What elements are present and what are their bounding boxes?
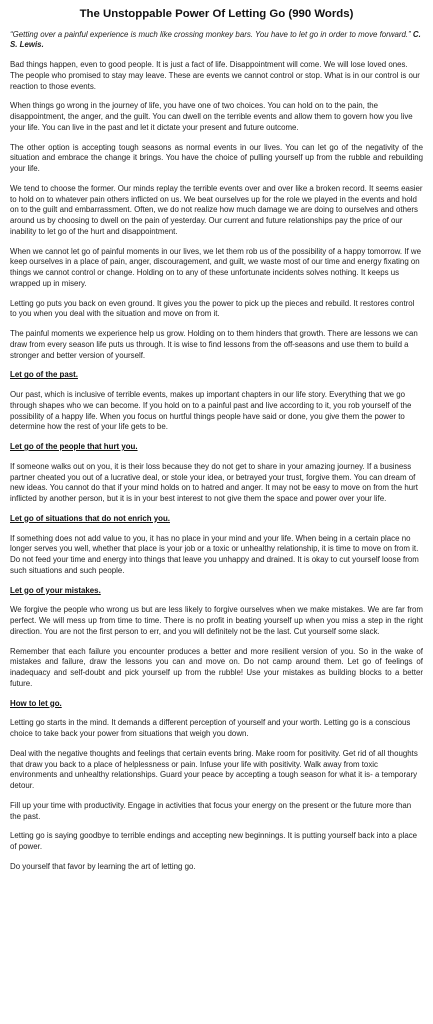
section-heading: Let go of situations that do not enrich you.	[10, 513, 170, 523]
section-paragraph: If something does not add value to you, it has no place in your mind and your life. When being in a certain place no longer serves you well, whether that place is your job or a toxic or unhealthy relationship, it is time to move on from it. Do not feed your time and energy into things that leave you unhappy and drained. It is okay to cut yourself loose from such situations and such people.	[10, 533, 419, 575]
section-heading: Let go of the people that hurt you.	[10, 442, 138, 451]
section-paragraph: Do yourself that favor by learning the art of letting go.	[10, 861, 196, 871]
section-paragraph: Our past, which is inclusive of terrible events, makes up important chapters in our life story. Everything that we go through shapes who we can become. If you hold on to a painful past and live according to it, you rob yourself of the possibility of a happy life. When you focus on hurtful things people have said or done, you give them the power to determine how the rest of your life gets to be.	[10, 390, 412, 432]
intro-paragraph: When we cannot let go of painful moments in our lives, we let them rob us of the possibility of a happy tomorrow. If we keep ourselves in a place of pain, anger, discouragement, and guilt, we waste most of our time and energy fixating on things we cannot control or change. Holding on to any of these unfortunate incidents solves nothing. It keeps us wrapped up in misery.	[10, 246, 421, 288]
section-paragraph: We forgive the people who wrong us but are less likely to forgive ourselves when we make mistakes. We are far from perfect. We will mess up from time to time. There is no profit in beating yourself up when you miss a step in the right direction. You are not the first person to err, and you will definitely not be the last. Cut yourself some slack.	[10, 605, 423, 636]
section-paragraph: Fill up your time with productivity. Engage in activities that focus your energy on the present or the future more than the past.	[10, 800, 412, 821]
section-paragraph: Letting go is saying goodbye to terrible endings and accepting new beginnings. It is putting yourself back into a place of power.	[10, 831, 418, 851]
section-paragraph: If someone walks out on you, it is their loss because they do not get to share in your amazing journey. If a business partner cheated you out of a lucrative deal, or stole your idea, or betrayed your trust, forgive them. You can dream of new ideas. You cannot do that if your mind holds on to hatred and anger. It may not be easy to move on from the hurt inflicted by another person, but it is in your best interest to not give them the space and power over your life.	[10, 461, 418, 503]
intro-paragraph: When things go wrong in the journey of life, you have one of two choices. You can hold on to the pain, the disappointment, the anger, and the guilt. You can dwell on the terrible events and allow them to govern how you live your life. You can live in the past and let it dictate your present and future outcome.	[10, 101, 413, 132]
section-heading: Let go of the past.	[10, 370, 78, 380]
section-paragraph: Remember that each failure you encounter produces a better and more resilient version of you. So in the wake of mistakes and failure, draw the lessons you can and move on. Do not camp around them. Let go of feelings of inadequacy and self-doubt and pick yourself up from the rubble! Use your mistakes as building blocks to a better future.	[10, 646, 423, 688]
section-paragraph: Deal with the negative thoughts and feelings that certain events bring. Make room for positivity. Get rid of all thoughts that draw you back to a place of helplessness or pain. Infuse your life with positivity. Walk away from toxic environments and unhealthy relationships. Guard your peace by accepting a tough season for what it is- a temporary detour.	[10, 748, 418, 790]
intro-paragraph: Bad things happen, even to good people. It is just a fact of life. Disappointment will come. We will lose loved ones. The people who promised to stay may leave. These are events we cannot control or stop. What is in our control is our reaction to those events.	[10, 60, 420, 91]
section-heading: Let go of your mistakes.	[10, 585, 101, 595]
quote-author: C. S. Lewis.	[10, 29, 421, 50]
opening-quote	[10, 30, 423, 52]
section-paragraph: Letting go starts in the mind. It demands a different perception of yourself and your worth. Letting go is a conscious choice to take back your power from situations that weigh you down.	[10, 718, 411, 738]
section-heading: How to let go.	[10, 698, 62, 708]
intro-paragraph: The other option is accepting tough seasons as normal events in our lives. You can let go of the negativity of the situation and embrace the change it brings. You have the choice of pulling yourself up from the rubble and rebuilding your life.	[10, 142, 423, 173]
intro-paragraph: We tend to choose the former. Our minds replay the terrible events over and over like a broken record. It seems easier to hold on to whatever pain others inflicted on us. We beat ourselves up for the role we played in the events and hold on to the guilt and embarrassment. Often, we do not realize how much damage we are doing to ourselves and others around us by choosing to dwell on the pain of yesterday. Our current and future relationships pay the price of our inability to let go of the hurt and disappointment.	[10, 183, 423, 236]
quote-text: “Getting over a painful experience is much like crossing monkey bars. You have to let go in order to move forward.”	[10, 29, 413, 39]
document-title: The Unstoppable Power Of Letting Go (990 Words)	[79, 8, 354, 20]
intro-paragraph: The painful moments we experience help us grow. Holding on to them hinders that growth. There are lessons we can draw from every season life puts us through. It is wise to find lessons from the off-seasons and use them to build a stronger and better version of yourself.	[10, 329, 418, 360]
intro-paragraph: Letting go puts you back on even ground. It gives you the power to pick up the pieces and rebuild. It restores control to you when you deal with the situation and move on from it.	[10, 298, 415, 319]
